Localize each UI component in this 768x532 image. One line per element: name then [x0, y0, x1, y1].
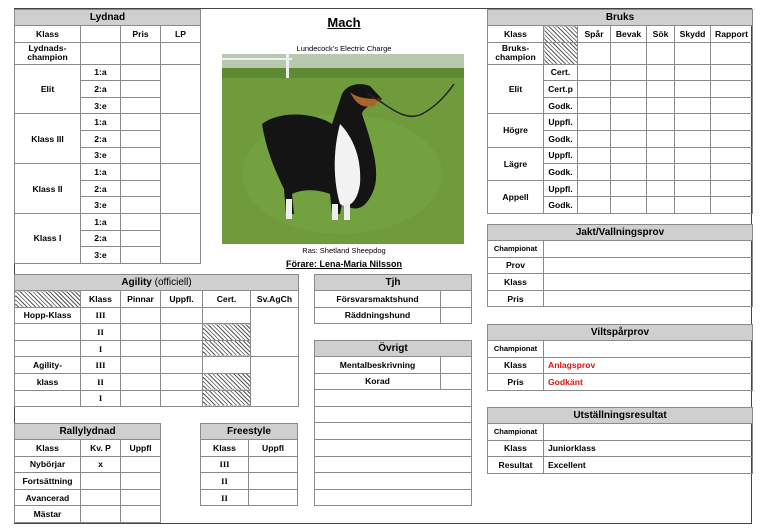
- lydnad-elit: Elit: [15, 64, 81, 114]
- ovrigt-table: Övrigt Mentalbeskrivning Korad: [314, 340, 472, 506]
- freestyle-table: Freestyle Klass Uppfl III II II: [200, 423, 298, 506]
- lydnad-champion: Lydnads- champion: [15, 42, 81, 64]
- vilt-klass-value: Anlagsprov: [544, 357, 753, 374]
- breed: Ras: Shetland Sheepdog: [302, 246, 386, 255]
- lydnad-title: Lydnad: [15, 10, 201, 26]
- tjh-table: Tjh Försvarsmaktshund Räddningshund: [314, 274, 472, 324]
- utst-resultat-value: Excellent: [544, 457, 753, 474]
- vilt-pris-value: Godkänt: [544, 374, 753, 391]
- lydnad-klass3: Klass III: [15, 114, 81, 164]
- lydnad-klass1: Klass I: [15, 213, 81, 263]
- lydnad-table: Lydnad Klass Pris LP Lydnads- champion Elit 1:a 2:a 3:e Klass III 1:a 2:a 3:e Klass II 1:a 2:a 3:e Klass I 1:a 2:a 3:e: [14, 9, 201, 264]
- header-lp: LP: [161, 26, 201, 43]
- handler: Förare: Lena-Maria Nilsson: [285, 259, 403, 269]
- utst-klass-value: Juniorklass: [544, 440, 753, 457]
- bruks-table: Bruks Klass Spår Bevak Sök Skydd Rapport Bruks- champion Elit Cert. Cert.p Godk. Högre Uppfl. Godk. Lägre Uppfl. Godk. Appell Uppfl. Godk.: [487, 9, 753, 214]
- agility-title: Agility: [121, 277, 152, 288]
- bruks-title: Bruks: [488, 10, 753, 26]
- dog-name: Mach: [327, 15, 361, 30]
- rally-table: Rallylydnad Klass Kv. P Uppfl Nybörjar x Fortsättning Avancerad Mästar: [14, 423, 161, 523]
- registered-name: Lundecock’s Electric Charge: [296, 44, 392, 53]
- vilt-table: Viltspårprov Championat Klass Anlagsprov Pris Godkänt: [487, 324, 753, 391]
- dog-photo: [222, 54, 464, 244]
- utst-table: Utställningsresultat Championat Klass Juniorklass Resultat Excellent: [487, 407, 753, 474]
- lydnad-klass2: Klass II: [15, 164, 81, 214]
- agility-table: Agility (officiell) Klass Pinnar Uppfl. Cert. Sv.AgCh Hopp-Klass III II I Agility- III klass II I: [14, 274, 299, 407]
- header-klass: Klass: [15, 26, 81, 43]
- rally-nyborjar-kvp: x: [81, 456, 121, 473]
- bruks-champion: Bruks- champion: [488, 42, 544, 64]
- jakt-table: Jakt/Vallningsprov Championat Prov Klass Pris: [487, 224, 753, 307]
- header-pris: Pris: [121, 26, 161, 43]
